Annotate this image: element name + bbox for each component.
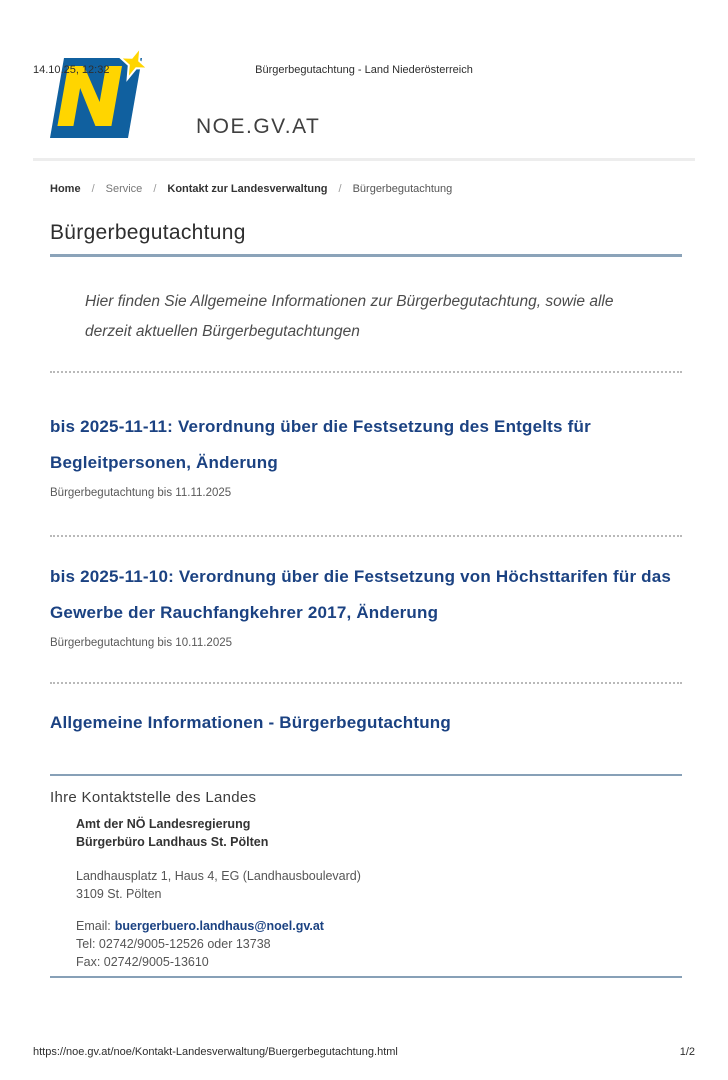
email-label: Email: xyxy=(76,919,111,933)
contact-fax: Fax: 02742/9005-13610 xyxy=(76,955,209,969)
print-url: https://noe.gv.at/noe/Kontakt-Landesverwaltung/Buergerbegutachtung.html xyxy=(33,1046,398,1058)
contact-tel: Tel: 02742/9005-12526 oder 13738 xyxy=(76,937,271,951)
contact-email-row xyxy=(76,917,682,935)
site-name: NOE.GV.AT xyxy=(196,115,321,138)
print-footer xyxy=(33,1046,695,1058)
page-title: Bürgerbegutachtung xyxy=(50,221,246,244)
consultation-item xyxy=(50,559,682,649)
main-content xyxy=(50,221,682,978)
section-divider xyxy=(50,682,682,684)
consultation-deadline: Bürgerbegutachtung bis 11.11.2025 xyxy=(50,487,232,499)
contact-heading: Ihre Kontaktstelle des Landes xyxy=(50,789,257,806)
print-datetime: 14.10.25, 12:32 xyxy=(33,64,110,76)
consultation-link-entgelt[interactable]: bis 2025-11-11: Verordnung über die Festsetzung des Entgelts für Begleitpersonen, Änderung xyxy=(50,417,591,472)
intro-text: Hier finden Sie Allgemeine Informationen zur Bürgerbegutachtung, sowie alle derzeit aktuellen Bürgerbegutachtungen xyxy=(85,293,614,340)
title-underline xyxy=(50,254,682,257)
contact-address-street: Landhausplatz 1, Haus 4, EG (Landhausboulevard) xyxy=(76,869,361,883)
breadcrumb-item-kontakt[interactable]: Kontakt zur Landesverwaltung xyxy=(167,183,328,195)
breadcrumb xyxy=(50,183,678,195)
contact-org-line1: Amt der NÖ Landesregierung xyxy=(76,817,251,831)
general-info-link[interactable]: Allgemeine Informationen - Bürgerbegutachtung xyxy=(50,713,451,732)
breadcrumb-item-service[interactable]: Service xyxy=(105,183,143,195)
breadcrumb-separator: / xyxy=(338,183,342,195)
print-header xyxy=(33,64,695,76)
breadcrumb-item-current: Bürgerbegutachtung xyxy=(352,183,453,195)
contact-address-city: 3109 St. Pölten xyxy=(76,887,162,901)
email-link[interactable]: buergerbuero.landhaus@noel.gv.at xyxy=(114,919,324,933)
page-indicator: 1/2 xyxy=(679,1046,695,1058)
consultation-link-rauchfangkehrer[interactable]: bis 2025-11-10: Verordnung über die Festsetzung von Höchsttarifen für das Gewerbe der Rauchfangkehrer 2017, Änderung xyxy=(50,567,672,622)
print-preview-page xyxy=(0,50,728,1080)
section-divider xyxy=(50,371,682,373)
breadcrumb-item-home[interactable]: Home xyxy=(50,183,81,195)
breadcrumb-separator: / xyxy=(91,183,95,195)
contact-section xyxy=(50,789,682,971)
contact-divider-top xyxy=(50,774,682,776)
header-divider xyxy=(33,158,695,161)
consultation-deadline: Bürgerbegutachtung bis 10.11.2025 xyxy=(50,637,233,649)
breadcrumb-separator: / xyxy=(153,183,157,195)
print-doc-title: Bürgerbegutachtung - Land Niederösterreich xyxy=(255,64,473,76)
contact-divider-bottom xyxy=(50,976,682,978)
contact-org-line2: Bürgerbüro Landhaus St. Pölten xyxy=(76,835,269,849)
consultation-item xyxy=(50,409,682,499)
section-divider xyxy=(50,535,682,537)
